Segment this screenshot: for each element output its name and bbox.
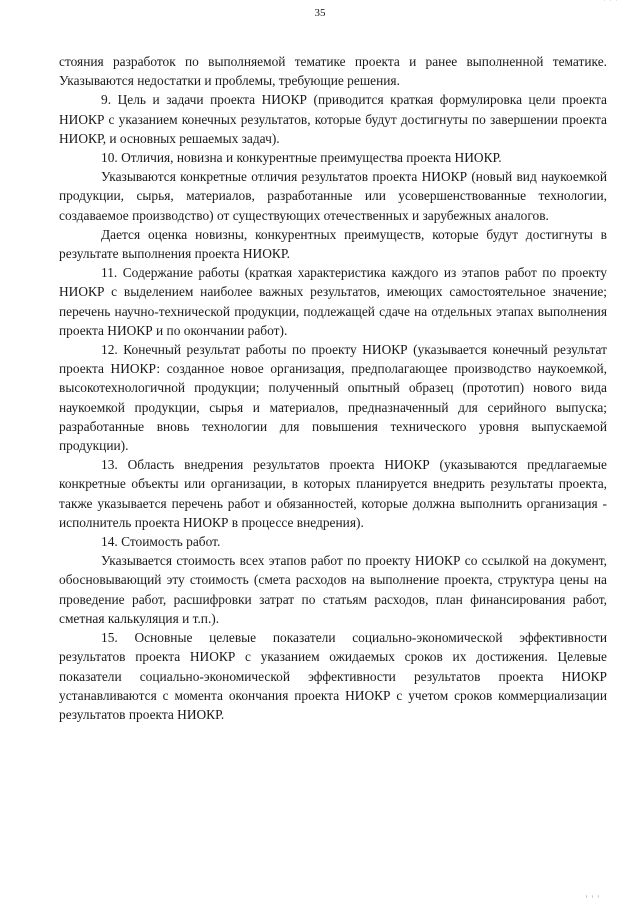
document-body [59, 52, 607, 724]
paragraph-continuation: стояния разработок по выполняемой тематике проекта и ранее выполненной тематике. Указываются недостатки и проблемы, требующие решения. [59, 54, 607, 89]
paragraph-item-11-content: 11. Содержание работы (краткая характеристика каждого из этапов работ по проекту НИОКР с выделением наиболее важных результатов, имеющих самостоятельное значение; перечень научно-технической продукции, подлежащей сдаче на отдельных этапах выполнения проекта НИОКР и по окончании работ). [59, 265, 607, 338]
paragraph-item-15-indicators: 15. Основные целевые показатели социально-экономической эффективности результатов проекта НИОКР с указанием ожидаемых сроков их достижения. Целевые показатели социально-экономической эффективности результатов проекта НИОКР устанавливаются с момента окончания проекта НИОКР с учетом сроков коммерциализации результатов проекта НИОКР. [59, 630, 607, 722]
paragraph-item-14-heading: 14. Стоимость работ. [101, 534, 221, 550]
scan-mark-top: ' ' ' [603, 0, 618, 7]
scan-mark-bottom: ' ' ' [585, 894, 600, 904]
paragraph-item-9-goals: 9. Цель и задачи проекта НИОКР (приводится краткая формулировка цели проекта НИОКР с указанием конечных результатов, которые будут достигнуты по завершении проекта НИОКР, и основных решаемых задач). [59, 92, 607, 146]
paragraph-item-13-implementation: 13. Область внедрения результатов проекта НИОКР (указываются предлагаемые конкретные объекты или организации, в которых планируется внедрить результаты проекта, также указывается перечень работ и обязанностей, которые должна выполнить организация - исполнитель проекта НИОКР в процессе внедрения). [59, 457, 607, 530]
paragraph-item-14-cost: Указывается стоимость всех этапов работ по проекту НИОКР со ссылкой на документ, обосновывающий эту стоимость (смета расходов на выполнение проекта, структура цены на проведение работ, расшифровки затрат по статьям расходов, план финансирования работ, сметная калькуляция и т.п.). [59, 553, 607, 626]
paragraph-item-10-novelty: Дается оценка новизны, конкурентных преимуществ, которые будут достигнуты в результате выполнения проекта НИОКР. [59, 226, 607, 262]
page-number: 35 [314, 7, 326, 19]
paragraph-item-10-heading: 10. Отличия, новизна и конкурентные преимущества проекта НИОКР. [101, 150, 502, 166]
paragraph-item-12-result: 12. Конечный результат работы по проекту НИОКР (указывается конечный результат проекта НИОКР: созданное новое организация, предполагающее производство наукоемкой, высокотехнологичной продукции; полученный опытный образец (прототип) нового вида наукоемкой продукции, сырья и материалов, предназначенный для серийного выпуска; разработанные вновь технологии для повышения технического уровня выпускаемой продукции). [59, 342, 607, 454]
paragraph-item-10-differences: Указываются конкретные отличия результатов проекта НИОКР (новый вид наукоемкой продукции, сырья, материалов, разработанные или усовершенствованные технологии, создаваемое производство) от существующих отечественных и зарубежных аналогов. [59, 169, 607, 223]
